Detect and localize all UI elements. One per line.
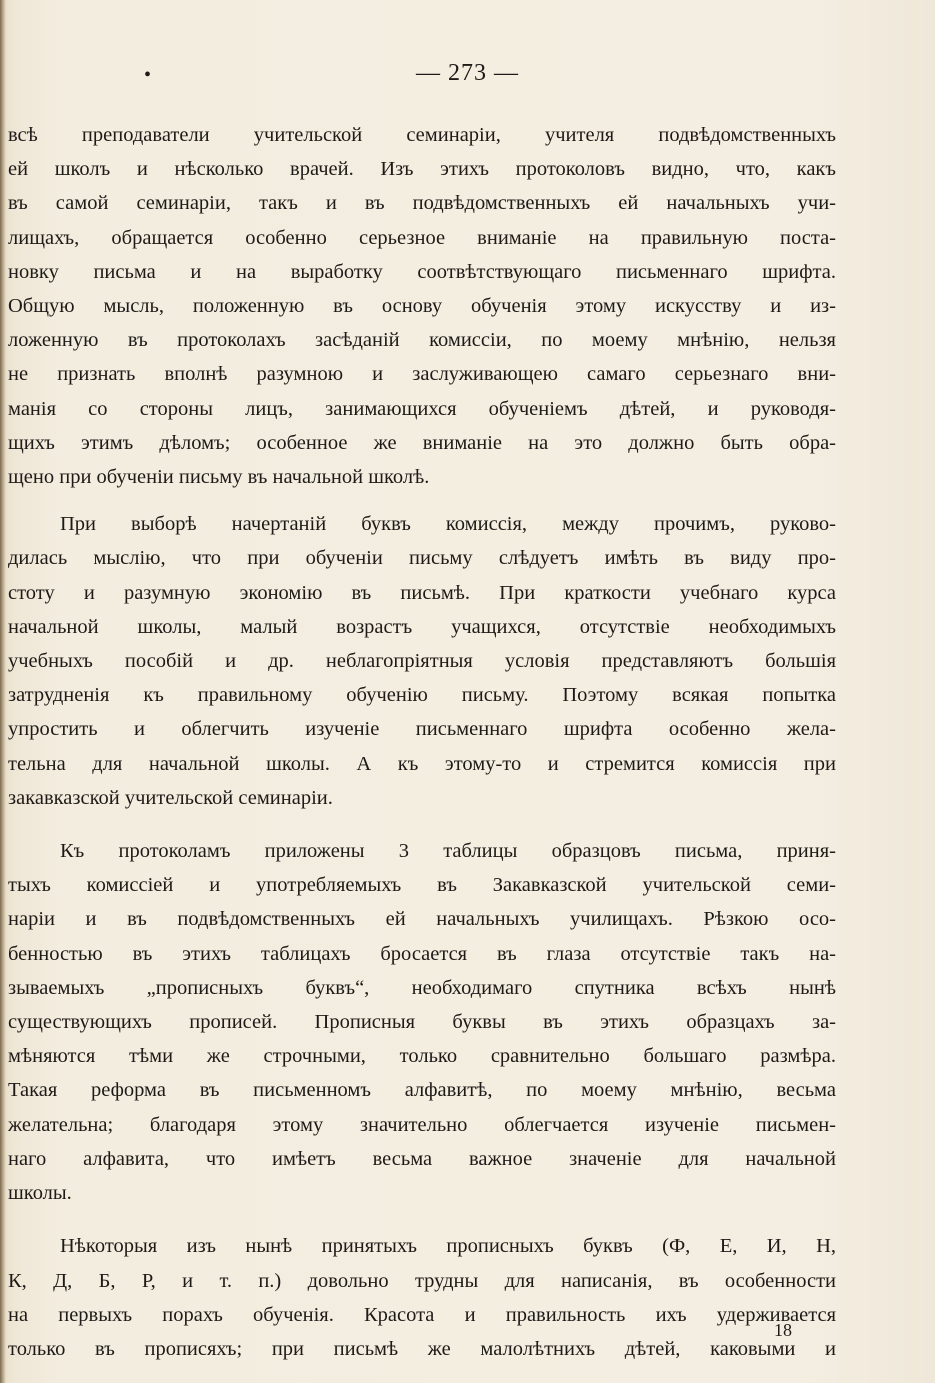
text-line: желательна; благодаря этому значительно облегчается изученіе письмен- xyxy=(8,1113,836,1136)
text-line: К, Д, Б, Р, и т. п.) довольно трудны для написанія, въ особенности xyxy=(8,1269,836,1292)
text-line: всѣ преподаватели учительской семинаріи, учителя подвѣдомственныхъ xyxy=(8,124,836,146)
text-line: При выборѣ начертаній буквъ комиссія, между прочимъ, руково- xyxy=(60,513,836,536)
text-line: тельна для начальной школы. А къ этому-то и стремится комиссія при xyxy=(8,752,836,775)
text-line: ложенную въ протоколахъ засѣданій комиссіи, по моему мнѣнію, нельзя xyxy=(8,329,836,352)
text-line: ей школъ и нѣсколько врачей. Изъ этихъ протоколовъ видно, что, какъ xyxy=(8,158,836,181)
page-body xyxy=(8,118,836,1366)
text-line: начальной школы, малый возрастъ учащихся, отсутствіе необходимыхъ xyxy=(8,615,836,638)
text-line: дилась мыслію, что при обученіи письму слѣдуетъ имѣть въ виду про- xyxy=(8,547,836,570)
text-line: только въ прописяхъ; при письмѣ же малолѣтнихъ дѣтей, каковыми и xyxy=(8,1337,836,1360)
page-spine-shadow xyxy=(0,0,6,1383)
text-line: затрудненія къ правильному обученію письму. Поэтому всякая попытка xyxy=(8,684,836,707)
text-line: зываемыхъ „прописныхъ буквъ“, необходимаго спутника всѣхъ нынѣ xyxy=(8,976,836,999)
text-line: тыхъ комиссіей и употребляемыхъ въ Закавказской учительской семи- xyxy=(8,874,836,897)
text-line: наріи и въ подвѣдомственныхъ ей начальныхъ училищахъ. Рѣзкою осо- xyxy=(8,908,836,931)
paragraph-3 xyxy=(8,834,836,1210)
text-line: учебныхъ пособій и др. неблагопріятныя условія представляютъ большія xyxy=(8,650,836,673)
paragraph-2 xyxy=(8,507,836,815)
text-line: не признать вполнѣ разумною и заслуживающею самаго серьезнаго вни- xyxy=(8,363,836,386)
page-number-header: — 273 — xyxy=(416,60,519,86)
text-line: Нѣкоторыя изъ нынѣ принятыхъ прописныхъ буквъ (Ф, Е, И, Н, xyxy=(60,1235,836,1258)
text-line: стоту и разумную экономію въ письмѣ. При краткости учебнаго курса xyxy=(8,581,836,604)
text-line: упростить и облегчить изученіе письменнаго шрифта особенно жела- xyxy=(8,718,836,741)
text-line: новку письма и на выработку соотвѣтствующаго письменнаго шрифта. xyxy=(8,260,836,283)
header-mark: • xyxy=(144,64,152,86)
text-line: лищахъ, обращается особенно серьезное вниманіе на правильную поста- xyxy=(8,226,836,249)
signature-mark: 18 xyxy=(774,1320,792,1340)
text-line: бенностью въ этихъ таблицахъ бросается въ глаза отсутствіе такъ на- xyxy=(8,942,836,965)
text-line: закавказской учительской семинаріи. xyxy=(8,786,333,809)
paragraph-4 xyxy=(8,1229,836,1366)
text-line: Такая реформа въ письменномъ алфавитѣ, по моему мнѣнію, весьма xyxy=(8,1079,836,1102)
text-line: школы. xyxy=(8,1182,72,1205)
text-line: Общую мысль, положенную въ основу обученія этому искусству и из- xyxy=(8,295,836,318)
text-line: на первыхъ порахъ обученія. Красота и правильность ихъ удерживается xyxy=(8,1303,836,1326)
text-line: щихъ этимъ дѣломъ; особенное же вниманіе на это должно быть обра- xyxy=(8,431,836,454)
text-line: существующихъ прописей. Прописныя буквы въ этихъ образцахъ за- xyxy=(8,1011,836,1034)
text-line: щено при обученіи письму въ начальной школѣ. xyxy=(8,466,430,489)
text-line: въ самой семинаріи, такъ и въ подвѣдомственныхъ ей начальныхъ учи- xyxy=(8,192,836,215)
text-line: мѣняются тѣми же строчными, только сравнительно большаго размѣра. xyxy=(8,1045,836,1068)
paragraph-1 xyxy=(8,118,836,494)
text-line: манія со стороны лицъ, занимающихся обученіемъ дѣтей, и руководя- xyxy=(8,397,836,420)
text-line: наго алфавита, что имѣетъ весьма важное значеніе для начальной xyxy=(8,1147,836,1170)
text-line: Къ протоколамъ приложены 3 таблицы образцовъ письма, приня- xyxy=(60,840,836,863)
